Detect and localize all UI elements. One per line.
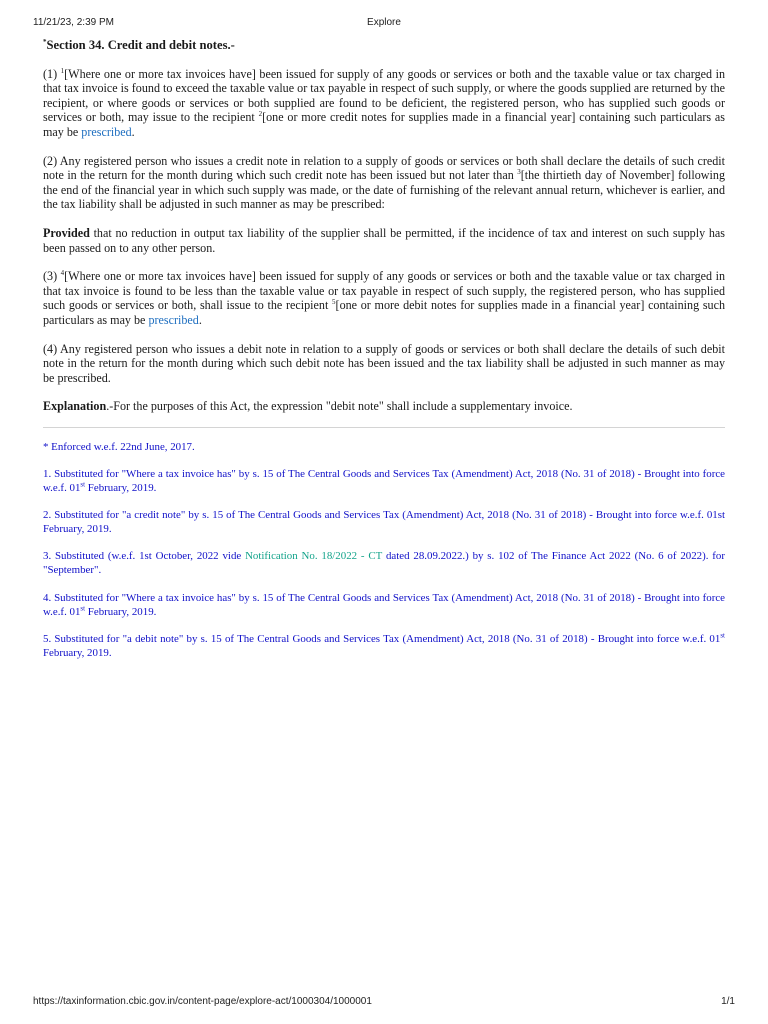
footnote-1-sup: st xyxy=(80,480,86,489)
footnote-4-text-a: 4. Substituted for "Where a tax invoice has" by s. 15 of The Central Goods and Services Tax (Amendment) Act, 2018 (No. 31 of 2018) - Brought into force w.e.f. 01 xyxy=(43,591,725,618)
footnote-5-text-a: 5. Substituted for "a debit note" by s. 15 of The Central Goods and Services Tax (Amendment) Act, 2018 (No. 31 of 2018) - Brought into force w.e.f. 01 xyxy=(43,632,721,645)
footnotes-divider xyxy=(43,427,725,428)
subsection-3-number: (3) xyxy=(43,269,61,284)
prescribed-link-1[interactable]: prescribed xyxy=(81,124,132,139)
proviso xyxy=(43,226,725,255)
footnote-enforced: * Enforced w.e.f. 22nd June, 2017. xyxy=(43,440,195,453)
print-page-title: Explore xyxy=(367,17,401,28)
print-footer xyxy=(0,996,768,1010)
print-url: https://taxinformation.cbic.gov.in/content-page/explore-act/1000304/1000001 xyxy=(33,996,372,1007)
footnote-4-sup: st xyxy=(80,604,86,612)
footnote-ref-5: 5 xyxy=(332,298,336,307)
subsection-3-text-a: [Where one or more tax invoices have] been issued for supply of any goods or services or both and the taxable value or tax charged in that tax invoice is found to be less than the taxable value or tax payable in respect of such supply, the registered person, who has supplied such goods or services or both, shall issue to the recipient xyxy=(43,269,726,313)
subsection-3-end: . xyxy=(198,312,202,327)
prescribed-link-2[interactable]: prescribed xyxy=(148,312,199,327)
explanation xyxy=(43,399,725,414)
notification-link[interactable]: Notification No. 18/2022 - CT xyxy=(245,550,383,563)
subsection-1 xyxy=(43,67,725,140)
footnote-3-text-a: 3. Substituted (w.e.f. 1st October, 2022 vide xyxy=(43,550,246,563)
subsection-2-text-a: (2) Any registered person who issues a credit note in relation to a supply of goods or services or both shall declare the details of such credit note in the return for the month during which such credit note has been issued but not later than xyxy=(43,153,725,183)
proviso-label: Provided xyxy=(43,225,90,240)
footnote-1 xyxy=(43,467,725,495)
footnote-3 xyxy=(43,549,725,577)
print-header xyxy=(0,17,768,31)
footnote-3-text-b: dated 28.09.2022.) by s. 102 of The Finance Act 2022 (No. 6 of 2022). for "September". xyxy=(43,550,725,577)
footnote-1-text-a: 1. Substituted for "Where a tax invoice has" by s. 15 of The Central Goods and Services Tax (Amendment) Act, 2018 (No. 31 of 2018) - Brought into force w.e.f. 01 xyxy=(43,467,725,495)
footnote-4-text-b: February, 2019. xyxy=(85,605,157,618)
print-datetime: 11/21/23, 2:39 PM xyxy=(33,17,114,28)
explanation-text: .-For the purposes of this Act, the expression "debit note" shall include a supplementary invoice. xyxy=(106,399,573,414)
subsection-1-end: . xyxy=(131,124,135,139)
document-body xyxy=(43,38,725,673)
section-title xyxy=(43,38,725,53)
footnote-4 xyxy=(43,591,725,619)
explanation-label: Explanation xyxy=(43,399,107,414)
print-page-number: 1/1 xyxy=(721,996,735,1007)
subsection-3-text-b: [one or more debit notes for supplies made in a financial year] containing such particulars as may be xyxy=(43,298,725,327)
footnote-5 xyxy=(43,632,725,660)
subsection-1-number: (1) xyxy=(43,66,61,81)
section-title-text: Section 34. Credit and debit notes.- xyxy=(46,38,235,52)
subsection-2 xyxy=(43,154,725,212)
footnote-ref-4: 4 xyxy=(60,269,65,278)
subsection-1-text-a: [Where one or more tax invoices have] been issued for supply of any goods or services or both and the taxable value or tax charged in that tax invoice is found to exceed the taxable value or tax payable in respect of such supply, or where the goods supplied are returned by the recipient, or where goods or services or both supplied are found to be deficient, the registered person, who has supplied such goods or services or both, may issue to the recipient xyxy=(43,66,726,125)
proviso-text: that no reduction in output tax liability of the supplier shall be permitted, if the incidence of tax and interest on such supply has been passed on to any other person. xyxy=(43,225,725,255)
subsection-4: (4) Any registered person who issues a debit note in relation to a supply of goods or services or both shall declare the details of such debit note in the return for the month during which such debit note has been issued and the tax liability shall be adjusted in such manner as may be prescribed. xyxy=(43,341,725,385)
subsection-2-text-b: [the thirtieth day of November] following the end of the financial year in which such supply was made, or the date of furnishing of the relevant annual return, whichever is earlier, and the tax liability shall be adjusted in such manner as may be prescribed: xyxy=(43,168,725,212)
subsection-1-text-b: [one or more credit notes for supplies made in a financial year] containing such particulars as may be xyxy=(43,110,725,139)
footnote-ref-1: 1 xyxy=(60,66,65,75)
section-star: * xyxy=(43,37,47,46)
footnote-5-text-b: February, 2019. xyxy=(43,646,112,659)
footnote-2: 2. Substituted for "a credit note" by s. 15 of The Central Goods and Services Tax (Amendment) Act, 2018 (No. 31 of 2018) - Brought into force w.e.f. 01st February, 2019. xyxy=(43,509,725,536)
footnote-1-text-b: February, 2019. xyxy=(85,482,157,495)
subsection-3 xyxy=(43,269,725,327)
footnote-ref-2: 2 xyxy=(258,110,263,119)
footnote-ref-3: 3 xyxy=(517,168,521,177)
footnote-5-sup: st xyxy=(720,631,725,640)
